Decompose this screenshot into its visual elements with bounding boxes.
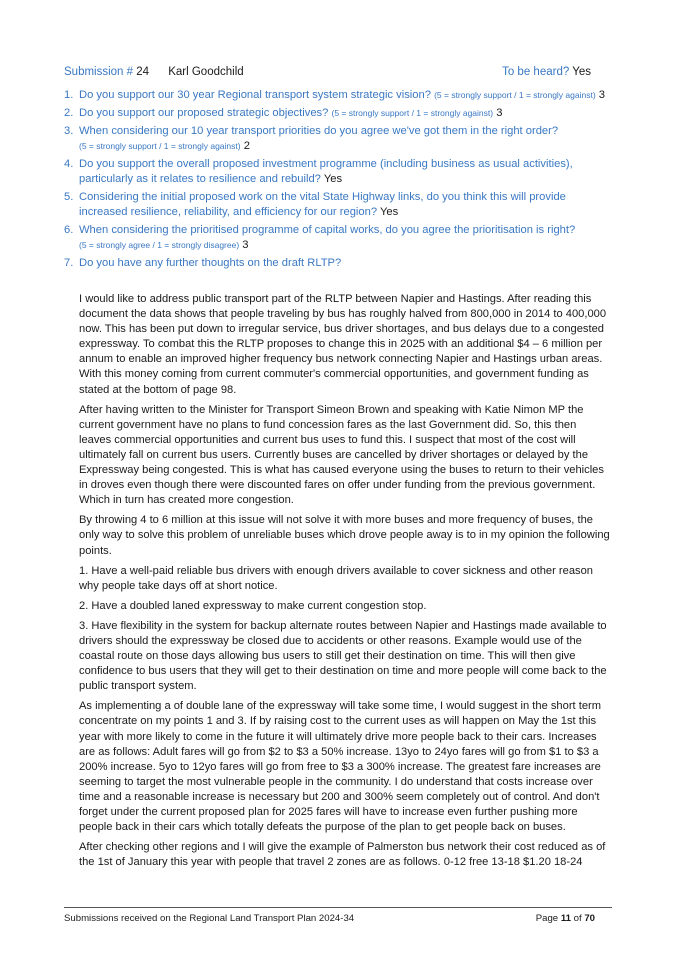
footer-document-title: Submissions received on the Regional Land Transport Plan 2024-34 [64,913,355,924]
answer-paragraph: I would like to address public transport part of the RLTP between Napier and Hastings. After reading this document the data shows that people traveling by bus has roughly halved from 800,000 in 2014 to 400,000 now. This has been put down to irregular service, bus driver shortages, and bus delays due to a congested expressway. To combat this the RLTP proposes to change this in 2025 with an additional $4 – 6 million per annum to enable an improved higher frequency bus network connecting Napier and Hastings urban areas. With this money coming from current commuter's commercial opportunities, and government funding as stated at the bottom of page 98. [79,293,607,396]
question-number: 1. [64,89,74,101]
question-number: 3. [64,125,74,137]
question-answer: 3 [496,107,503,119]
to-be-heard-label: To be heard? [502,66,570,78]
question-text: Considering the initial proposed work on the vital State Highway links, do you think this will provide increased resilience, reliability, and efficiency for our region? [79,191,566,218]
question-answer: Yes [323,173,343,185]
answer-paragraph: By throwing 4 to 6 million at this issue will not solve it with more buses and more frequency of buses, the only way to solve this problem of unreliable buses which drove people away is to in my opinion the following points. [79,514,610,557]
of-label: of [573,913,582,924]
answer-paragraph: 1. Have a well-paid reliable bus drivers with enough drivers available to cover sickness and other reason why people take days off at short notice. [79,564,593,592]
submission-label: Submission # [64,66,134,78]
question-scale: (5 = strongly agree / 1 = strongly disagree) [79,240,240,250]
question-7-answer [79,292,611,875]
footer-divider [64,907,612,908]
question-scale: (5 = strongly support / 1 = strongly against) [79,141,241,151]
question-answer: Yes [379,206,399,218]
question-text: When considering the prioritised programme of capital works, do you agree the prioritisation is right? [79,224,576,236]
question-answer: 3 [242,239,249,251]
page-number: 11 [560,913,571,924]
question-6 [64,223,612,253]
submitter-name: Karl Goodchild [168,66,244,78]
page-indicator [536,913,595,924]
submission-number: 24 [136,66,150,78]
question-scale: (5 = strongly support / 1 = strongly against) [434,90,596,100]
question-5 [64,190,612,220]
submission-header [64,66,591,78]
question-answer: 3 [598,89,606,101]
question-answer: 2 [243,140,250,152]
question-3 [64,124,612,154]
question-text: Do you have any further thoughts on the draft RLTP? [79,257,342,269]
page-label: Page [535,913,559,924]
question-number: 5. [64,191,74,203]
page-footer [64,913,595,924]
question-2 [64,106,612,121]
answer-paragraph: 3. Have flexibility in the system for backup alternate routes between Napier and Hastings made available to drivers should the expressway be closed due to accidents or other reasons. Example would use of the coastal route on those days allowing bus users to still get their destination on time. This will then give confidence to bus users that they will get to their destination on time and more people will come back to the public transport system. [79,619,607,693]
question-4 [64,157,612,187]
question-text: Do you support our 30 year Regional transport system strategic vision? [79,89,431,101]
answer-paragraph: As implementing a of double lane of the expressway will take some time, I would suggest in the short term concentrate on my points 1 and 3. If by raising cost to the current uses as will happen on May the 1st this year with more likely to come in the future it will ultimately drive more people back to their cars. Increases are as follows: Adult fares will go from $2 to $3 a 50% increase. 13yo to 24yo fares will go from $1 to $3 a 200% increase. 5yo to 12yo fares will go from free to $3 a 300% increase. The greatest fare increases are seeming to target the most vulnerable people in the community. I do understand that costs increase over time and a reasonable increase is necessary but 200 and 300% seem completely out of control. And don't forget under the current proposed plan for 2025 fares will have to increase even further pushing more people back in their cars which totally defeats the purpose of the plan to get people back on buses. [79,700,602,834]
question-1 [64,88,612,103]
to-be-heard [502,66,591,78]
question-list [64,88,612,274]
submission-info [64,66,244,78]
question-text: Do you support the overall proposed investment programme (including business as usual activities), particularly as it relates to resilience and rebuild? [79,158,573,185]
question-7 [64,256,612,271]
question-text: When considering our 10 year transport priorities do you agree we've got them in the right order? [79,125,559,137]
to-be-heard-value: Yes [572,66,591,78]
question-number: 6. [64,224,74,236]
question-number: 2. [64,107,74,119]
question-scale: (5 = strongly support / 1 = strongly against) [331,108,494,118]
question-text: Do you support our proposed strategic objectives? [79,107,329,119]
question-number: 4. [64,158,74,170]
answer-paragraph: After checking other regions and I will give the example of Palmerston bus network their cost reduced as of the 1st of January this year with people that travel 2 zones are as follows. 0-12 free 13-18 $1.20 18-24 [79,841,606,869]
answer-paragraph: 2. Have a doubled laned expressway to make current congestion stop. [79,599,427,612]
page-total: 70 [584,913,595,924]
answer-paragraph: After having written to the Minister for Transport Simeon Brown and speaking with Katie Nimon MP the current government have no plans to fund concession fares as the last Government did. So, this then leaves commercial opportunities and current bus uses to fund this. I suspect that most of the cost will ultimately fall on current bus users. Currently buses are cancelled by driver shortages or delayed by the Expressway being congested. This is what has caused everyone using the buses to return to their vehicles in droves even though there were discounted fares on offer under funding from the previous government. Which in turn has created more congestion. [79,403,604,507]
question-number: 7. [64,257,74,269]
